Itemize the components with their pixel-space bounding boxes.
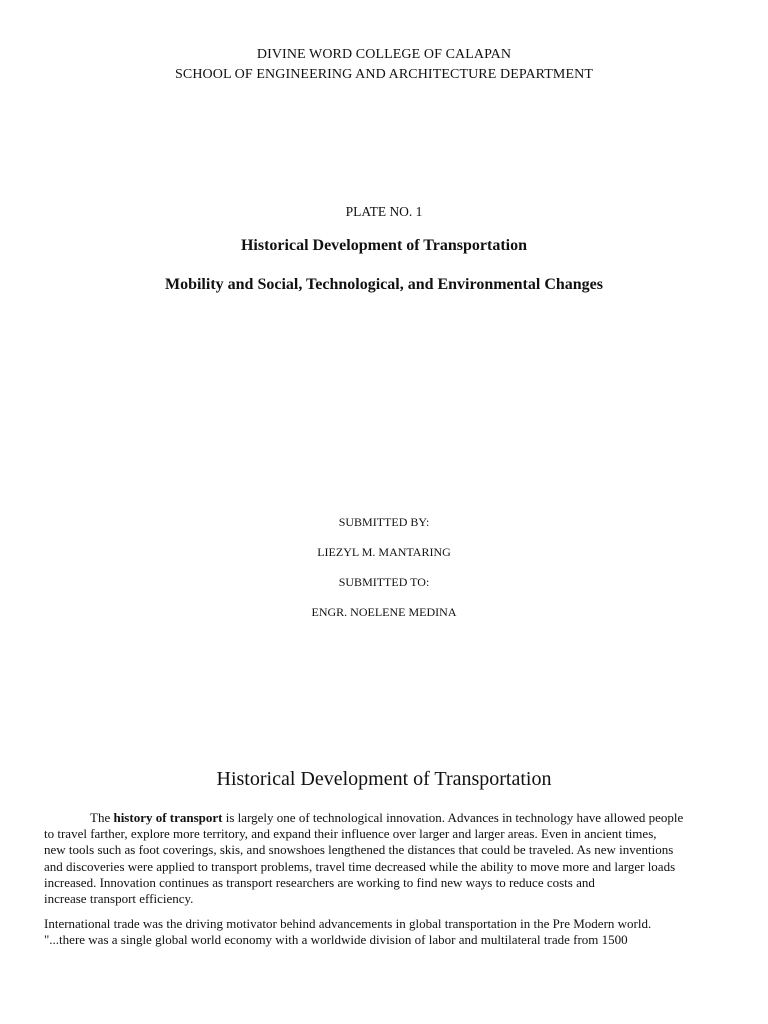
paragraph-trade <box>44 916 734 948</box>
paragraph-line: "...there was a single global world economy with a worldwide division of labor and multilateral trade from 1500 <box>44 932 628 948</box>
paragraph-line: increase transport efficiency. <box>44 891 194 907</box>
paragraph-line: and discoveries were applied to transport problems, travel time decreased while the ability to move more and larger loads <box>44 858 676 874</box>
paragraph-line: International trade was the driving motivator behind advancements in global transportation in the Pre Modern world. <box>44 916 652 931</box>
cover-subtitle: Mobility and Social, Technological, and Environmental Changes <box>164 276 603 293</box>
paragraph-line: increased. Innovation continues as transport researchers are working to find new ways to reduce costs and <box>44 874 595 890</box>
submitted-to-label: SUBMITTED TO: <box>338 575 430 589</box>
submitted-by-label: SUBMITTED BY: <box>338 515 430 529</box>
paragraph-history <box>44 810 734 907</box>
paragraph-text: is largely one of technological innovation. Advances in technology have allowed people <box>222 810 684 825</box>
department-name: SCHOOL OF ENGINEERING AND ARCHITECTURE DEPARTMENT <box>175 67 593 82</box>
section-heading: Historical Development of Transportation <box>216 768 552 790</box>
paragraph-prefix: The <box>90 810 114 825</box>
submitted-to-name: ENGR. NOELENE MEDINA <box>311 605 457 619</box>
submitted-by-name: LIEZYL M. MANTARING <box>317 545 451 559</box>
plate-number: PLATE NO. 1 <box>345 204 423 219</box>
paragraph-line: new tools such as foot coverings, skis, and snowshoes lengthened the distances that could be traveled. As new inventions <box>44 842 674 858</box>
bold-term: history of transport <box>113 810 223 825</box>
cover-title: Historical Development of Transportation <box>240 237 528 254</box>
paragraph-line <box>44 810 734 826</box>
institution-name: DIVINE WORD COLLEGE OF CALAPAN <box>256 47 512 62</box>
paragraph-line: to travel farther, explore more territory, and expand their influence over larger and larger areas. Even in ancient times, <box>44 826 657 842</box>
